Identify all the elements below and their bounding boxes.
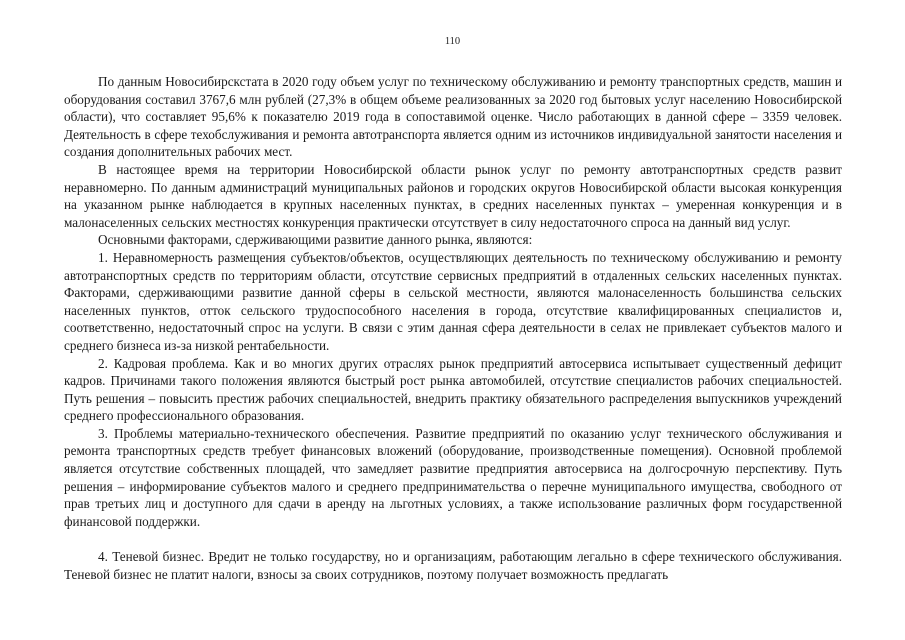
paragraph-market-competition: В настоящее время на территории Новосибирской области рынок услуг по ремонту автотранспортных средств развит неравномерно. По данным администраций муниципальных районов и городских округов Новосибирской области высокая конкуренция на указанном рынке наблюдается в крупных населенных пунктах, в средних населенных пунктах – умеренная конкуренция и в малонаселенных сельских местностях конкуренция практически отсутствует в силу недостаточного спроса на данный вид услуг. [64,161,842,230]
paragraph-intro-statistics: По данным Новосибирскстата в 2020 году объем услуг по техническому обслуживанию и ремонту транспортных средств, машин и оборудования составил 3767,6 млн рублей (27,3% в общем объеме реализованных за 2020 год бытовых услуг населению Новосибирской области), что составляет 95,6% к показателю 2019 года в сопоставимой оценке. Число работающих в данной сфере – 3359 человек. Деятельность в сфере техобслуживания и ремонта автотранспорта является одним из источников индивидуальной занятости населения и создания дополнительных рабочих мест. [64,74,842,160]
paragraph-factor-4: 4. Теневой бизнес. Вредит не только государству, но и организациям, работающим легально в сфере технического обслуживания. Теневой бизнес не платит налоги, взносы за своих сотрудников, поэтому получает возможность предлагать [64,549,842,583]
body-text [64,73,842,584]
paragraph-factor-1: 1. Неравномерность размещения субъектов/объектов, осуществляющих деятельность по техническому обслуживанию и ремонту автотранспортных средств по территориям области, отсутствие сервисных предприятий в отдаленных сельских населенных пунктах. Факторами, сдерживающими развитие данной сферы в сельской местности, являются малонаселенность большинства сельских населенных пунктов, отток сельского трудоспособного населения в города, отсутствие квалифицированных специалистов и, соответственно, недостаточный спрос на услуги. В связи с этим данная сфера деятельности в селах не привлекает субъектов малого и среднего бизнеса из-за низкой рентабельности. [64,249,842,353]
paragraph-factors-heading: Основными факторами, сдерживающими развитие данного рынка, являются: [98,232,533,248]
paragraph-factor-2: 2. Кадровая проблема. Как и во многих других отраслях рынок предприятий автосервиса испытывает существенный дефицит кадров. Причинами такого положения являются быстрый рост рынка автомобилей, отсутствие специалистов рабочих специальностей. Путь решения – повысить престиж рабочих специальностей, внедрить практику обязательного распределения выпускников учреждений среднего профессионального образования. [64,355,842,424]
paragraph-factor-3: 3. Проблемы материально-технического обеспечения. Развитие предприятий по оказанию услуг технического обслуживания и ремонта транспортных средств требует финансовых вложений (оборудование, производственные помещения). Основной проблемой является отсутствие собственных площадей, что замедляет развитие предприятия автосервиса на долгосрочную перспективу. Путь решения – информирование субъектов малого и среднего предпринимательства о перечне муниципального имущества, свободного от прав третьих лиц и доступного для сдачи в аренду на льготных условиях, а также использование различных форм государственной финансовой поддержки. [64,425,842,529]
page-number: 110 [444,36,461,47]
